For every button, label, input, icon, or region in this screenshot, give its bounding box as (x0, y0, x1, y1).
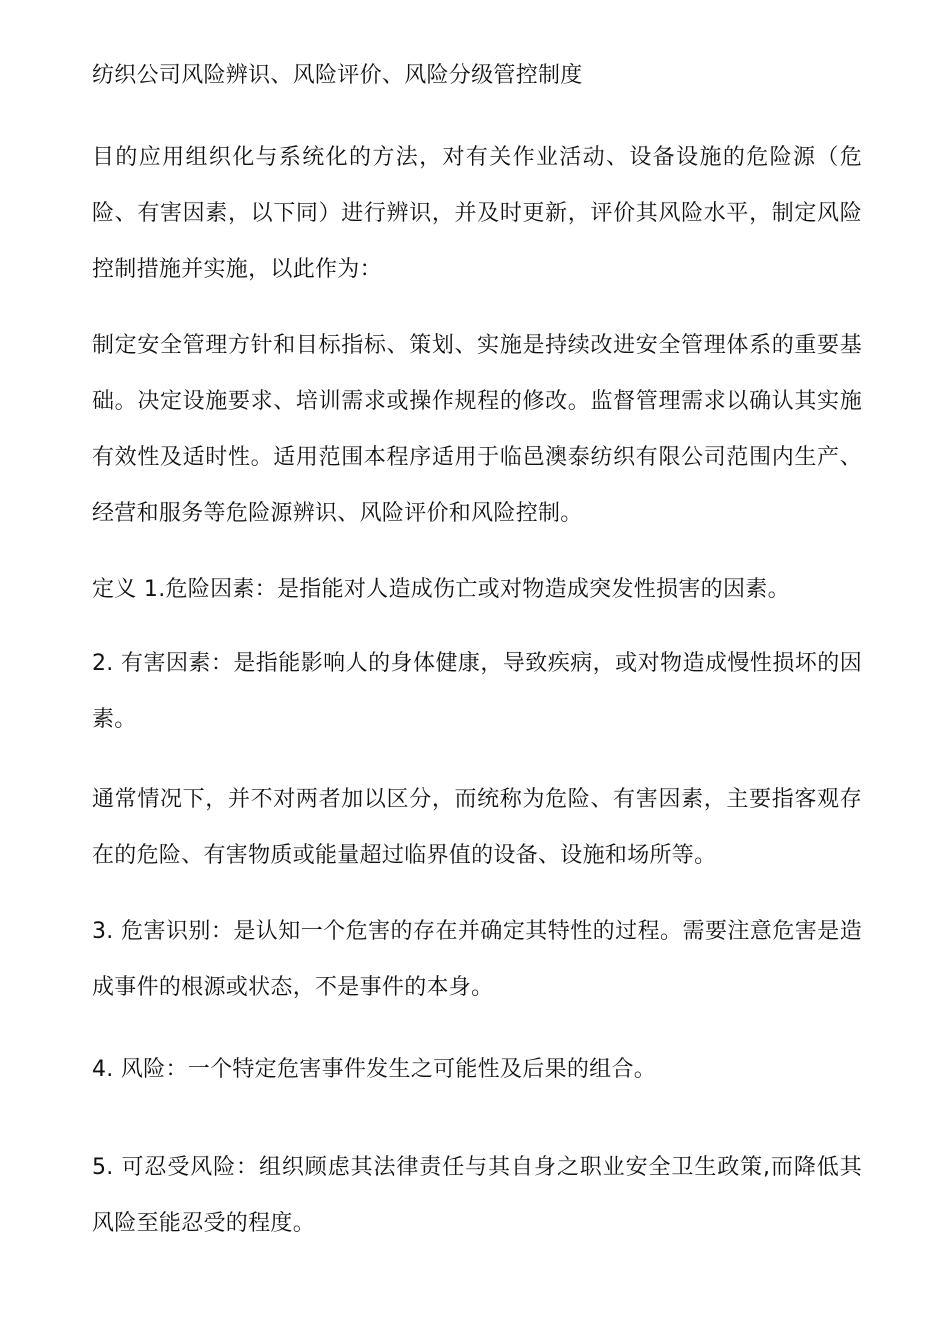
paragraph-definition-hazard-identification: 3. 危害识别：是认知一个危害的存在并确定其特性的过程。需要注意危害是造成事件的根源或状态，不是事件的本身。 (92, 919, 862, 1000)
paragraph-definition-hazard-factor: 定义 1.危险因素：是指能对人造成伤亡或对物造成突发性损害的因素。 (92, 577, 790, 602)
paragraph-definition-tolerable-risk: 5. 可忍受风险：组织顾虑其法律责任与其自身之职业安全卫生政策,而降低其风险至能忍受的程度。 (92, 1155, 862, 1236)
paragraph-general-note: 通常情况下，并不对两者加以区分，而统称为危险、有害因素，主要指客观存在的危险、有害物质或能量超过临界值的设备、设施和场所等。 (92, 787, 862, 868)
paragraph-definition-harmful-factor: 2. 有害因素：是指能影响人的身体健康，导致疾病，或对物造成慢性损坏的因素。 (92, 651, 862, 732)
paragraph-purpose: 目的应用组织化与系统化的方法，对有关作业活动、设备设施的危险源（危险、有害因素，以下同）进行辨识，并及时更新，评价其风险水平，制定风险控制措施并实施，以此作为： (92, 145, 862, 282)
document-title: 纺织公司风险辨识、风险评价、风险分级管控制度 (92, 63, 583, 88)
paragraph-scope: 制定安全管理方针和目标指标、策划、实施是持续改进安全管理体系的重要基础。决定设施要求、培训需求或操作规程的修改。监督管理需求以确认其实施有效性及适时性。适用范围本程序适用于临邑澳泰纺织有限公司范围内生产、经营和服务等危险源辨识、风险评价和风险控制。 (92, 333, 862, 526)
paragraph-definition-risk: 4. 风险：一个特定危害事件发生之可能性及后果的组合。 (92, 1057, 657, 1082)
